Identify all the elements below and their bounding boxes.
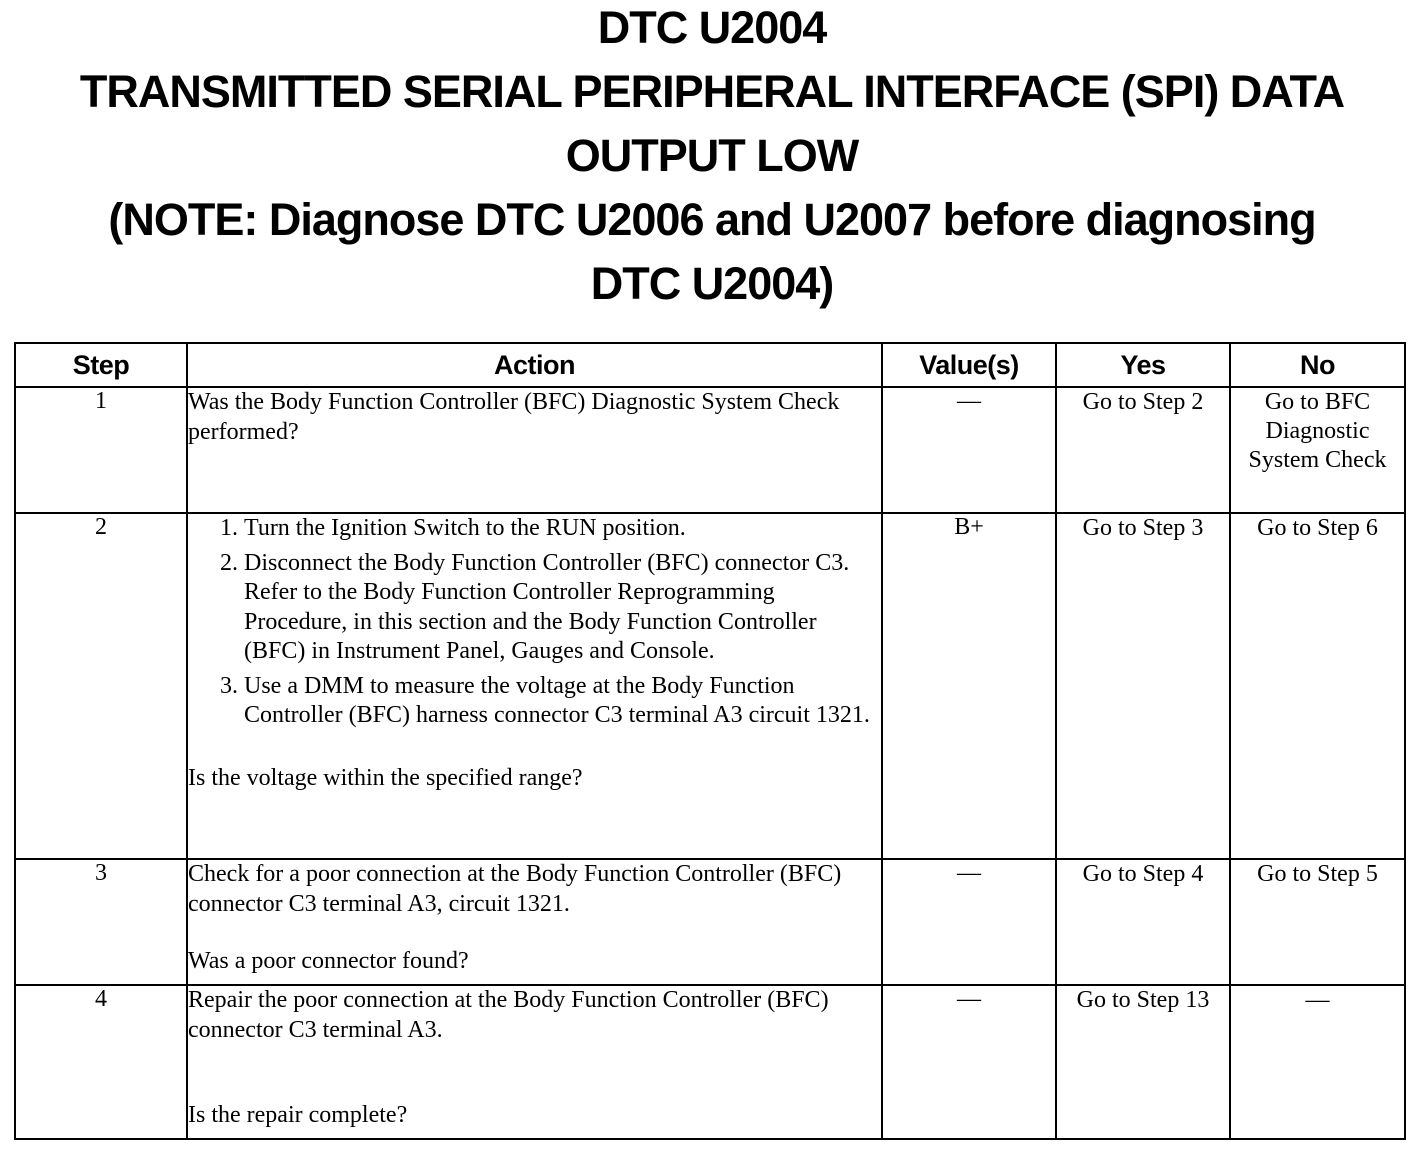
step-number: 1 — [15, 387, 187, 513]
header-step: Step — [15, 343, 187, 387]
value-cell: B+ — [882, 513, 1056, 859]
title-line-3: OUTPUT LOW — [565, 130, 859, 181]
action-cell — [187, 859, 882, 985]
title-line-1: DTC U2004 — [597, 2, 827, 53]
title-line-2: TRANSMITTED SERIAL PERIPHERAL INTERFACE (SPI) DATA — [79, 66, 1345, 117]
action-text: Check for a poor connection at the Body Function Controller (BFC) connector C3 terminal A3, circuit 1321. — [188, 861, 842, 917]
action-text: Repair the poor connection at the Body Function Controller (BFC) connector C3 terminal A3. — [188, 987, 829, 1043]
value-cell: — — [882, 387, 1056, 513]
yes-cell: Go to Step 2 — [1056, 387, 1230, 513]
action-cell — [187, 985, 882, 1139]
no-cell: — — [1230, 985, 1405, 1139]
yes-cell: Go to Step 13 — [1056, 985, 1230, 1139]
table-header-row — [15, 343, 1405, 387]
header-yes: Yes — [1056, 343, 1230, 387]
page-title — [0, 0, 1424, 316]
substep-item: 2. Disconnect the Body Function Controller (BFC) connector C3. Refer to the Body Function Controller Reprogramming Procedure, in this section and the Body Function Controller (BFC) in Instrument Panel, Gauges and Console. — [244, 549, 881, 667]
table-row — [15, 387, 1405, 513]
step-number: 4 — [15, 985, 187, 1139]
action-question: Is the repair complete? — [188, 1102, 408, 1128]
header-no: No — [1230, 343, 1405, 387]
action-question: Was a poor connector found? — [188, 948, 469, 974]
action-question: Is the voltage within the specified range? — [188, 764, 583, 791]
no-cell: Go to Step 6 — [1230, 513, 1405, 859]
action-text: Was the Body Function Controller (BFC) Diagnostic System Check performed? — [188, 389, 840, 445]
step-number: 3 — [15, 859, 187, 985]
action-cell — [187, 387, 882, 513]
table-row — [15, 985, 1405, 1139]
diagnostic-table — [14, 342, 1406, 1140]
header-values: Value(s) — [882, 343, 1056, 387]
substep-item: 1. Turn the Ignition Switch to the RUN position. — [244, 514, 881, 544]
title-line-4: (NOTE: Diagnose DTC U2006 and U2007 before diagnosing — [108, 194, 1316, 245]
yes-cell: Go to Step 4 — [1056, 859, 1230, 985]
action-cell — [187, 513, 882, 859]
substep-list — [188, 514, 881, 731]
substep-item: 3. Use a DMM to measure the voltage at the Body Function Controller (BFC) harness connector C3 terminal A3 circuit 1321. — [244, 672, 881, 731]
no-cell: Go to BFC Diagnostic System Check — [1230, 387, 1405, 513]
yes-cell: Go to Step 3 — [1056, 513, 1230, 859]
header-action: Action — [187, 343, 882, 387]
step-number: 2 — [15, 513, 187, 859]
table-row — [15, 859, 1405, 985]
title-line-5: DTC U2004) — [590, 258, 834, 309]
value-cell: — — [882, 985, 1056, 1139]
no-cell: Go to Step 5 — [1230, 859, 1405, 985]
table-row — [15, 513, 1405, 859]
value-cell: — — [882, 859, 1056, 985]
